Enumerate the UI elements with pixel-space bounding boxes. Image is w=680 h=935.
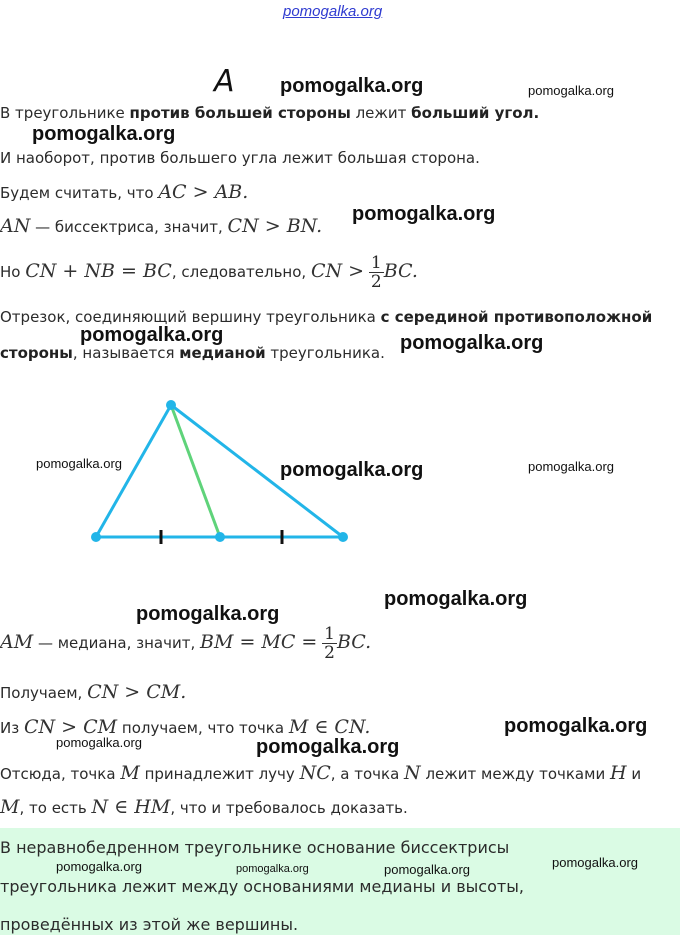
watermark-text: pomogalka.org bbox=[32, 123, 176, 145]
text: Отсюда, точка bbox=[0, 765, 121, 783]
watermark-text: pomogalka.org bbox=[56, 859, 142, 874]
denominator: 2 bbox=[324, 643, 335, 663]
watermark-text: pomogalka.org bbox=[256, 736, 400, 758]
midpoint bbox=[215, 532, 225, 542]
text: — медиана, значит, bbox=[33, 634, 200, 652]
text: , а точка bbox=[330, 765, 405, 783]
math-expression: CN + NB = BC bbox=[25, 260, 172, 282]
vertex-left bbox=[91, 532, 101, 542]
theorem-line-1: В неравнобедренном треугольнике основание биссектрисы bbox=[0, 838, 510, 857]
fraction bbox=[369, 254, 384, 291]
theorem-line-2: треугольника лежит между основаниями медианы и высоты, bbox=[0, 877, 524, 896]
math-expression: BC. bbox=[383, 260, 418, 282]
triangle-side-left bbox=[96, 405, 171, 537]
text: Будем считать, что bbox=[0, 184, 159, 202]
theorem-line-3: проведённых из этой же вершины. bbox=[0, 915, 299, 934]
vertex-top bbox=[166, 400, 176, 410]
math-expression: CN > CM bbox=[23, 716, 118, 738]
bold-text: с серединой противоположной bbox=[380, 308, 653, 326]
text: — биссектриса, значит, bbox=[30, 218, 228, 236]
bold-text: стороны bbox=[0, 344, 73, 362]
numerator: 1 bbox=[370, 253, 382, 273]
math-expression: AM bbox=[0, 631, 34, 653]
text: Получаем, bbox=[0, 684, 88, 702]
text: принадлежит лучу bbox=[139, 765, 300, 783]
bold-text: больший угол. bbox=[411, 104, 540, 122]
bold-text: против большей стороны bbox=[129, 104, 351, 122]
text: Из bbox=[0, 719, 24, 737]
vertex-right bbox=[338, 532, 348, 542]
text: , то есть bbox=[19, 799, 92, 817]
math-expression: M bbox=[0, 796, 20, 818]
text-line-3 bbox=[0, 181, 248, 203]
text-line-11 bbox=[0, 762, 641, 784]
watermark-text: pomogalka.org bbox=[80, 324, 224, 346]
math-expression: CN > bbox=[310, 260, 365, 282]
watermark-text: pomogalka.org bbox=[384, 588, 528, 610]
watermark-text: pomogalka.org bbox=[56, 735, 142, 750]
math-expression: M ∈ CN. bbox=[288, 716, 371, 738]
text-line-5 bbox=[0, 254, 418, 291]
theorem-box bbox=[0, 828, 680, 935]
text-line-12 bbox=[0, 796, 408, 818]
watermark-text: pomogalka.org bbox=[352, 203, 496, 225]
watermark-text: pomogalka.org bbox=[528, 83, 614, 98]
text: получаем, что точка bbox=[117, 719, 289, 737]
text: , называется bbox=[72, 344, 180, 362]
watermark-text: pomogalka.org bbox=[552, 855, 638, 870]
math-expression: BM = MC = bbox=[199, 631, 318, 653]
text-line-8 bbox=[0, 625, 371, 662]
text: В треугольнике bbox=[0, 104, 130, 122]
text: и bbox=[626, 765, 642, 783]
text: Но bbox=[0, 263, 26, 281]
watermark-text: pomogalka.org bbox=[136, 603, 280, 625]
text: лежит между точками bbox=[420, 765, 610, 783]
text: , следовательно, bbox=[171, 263, 311, 281]
text: Отрезок, соединяющий вершину треугольника bbox=[0, 308, 381, 326]
math-expression: BC. bbox=[336, 631, 372, 653]
fraction bbox=[322, 625, 337, 662]
heading-letter: А bbox=[214, 64, 235, 99]
text: лежит bbox=[350, 104, 412, 122]
watermark-text: pomogalka.org bbox=[384, 862, 470, 877]
text-line-1 bbox=[0, 104, 539, 122]
watermark-top-link[interactable]: pomogalka.org bbox=[283, 3, 383, 20]
watermark-text: pomogalka.org bbox=[280, 459, 424, 481]
watermark-text: pomogalka.org bbox=[504, 715, 648, 737]
bold-text: медианой bbox=[179, 344, 266, 362]
math-expression: CN > BN. bbox=[227, 215, 323, 237]
watermark-text: pomogalka.org bbox=[236, 863, 309, 875]
watermark-text: pomogalka.org bbox=[528, 459, 614, 474]
math-expression: AC > AB. bbox=[158, 181, 249, 203]
numerator: 1 bbox=[324, 624, 335, 644]
text: , что и требовалось доказать. bbox=[170, 799, 408, 817]
math-expression: N bbox=[404, 762, 421, 784]
math-expression: AN bbox=[0, 215, 31, 237]
math-expression: M bbox=[120, 762, 140, 784]
denominator: 2 bbox=[370, 272, 382, 292]
text: И наоборот, против большего угла лежит большая сторона. bbox=[0, 149, 480, 167]
watermark-text: pomogalka.org bbox=[400, 332, 544, 354]
watermark-text: pomogalka.org bbox=[36, 456, 122, 471]
watermark-text: pomogalka.org bbox=[280, 75, 424, 97]
text-line-2 bbox=[0, 149, 480, 167]
text-line-4 bbox=[0, 215, 322, 237]
math-expression: N ∈ HM bbox=[91, 796, 171, 818]
math-expression: H bbox=[609, 762, 627, 784]
text-line-9 bbox=[0, 681, 186, 703]
math-expression: NC bbox=[299, 762, 331, 784]
text: треугольника. bbox=[265, 344, 385, 362]
math-expression: CN > CM. bbox=[87, 681, 187, 703]
